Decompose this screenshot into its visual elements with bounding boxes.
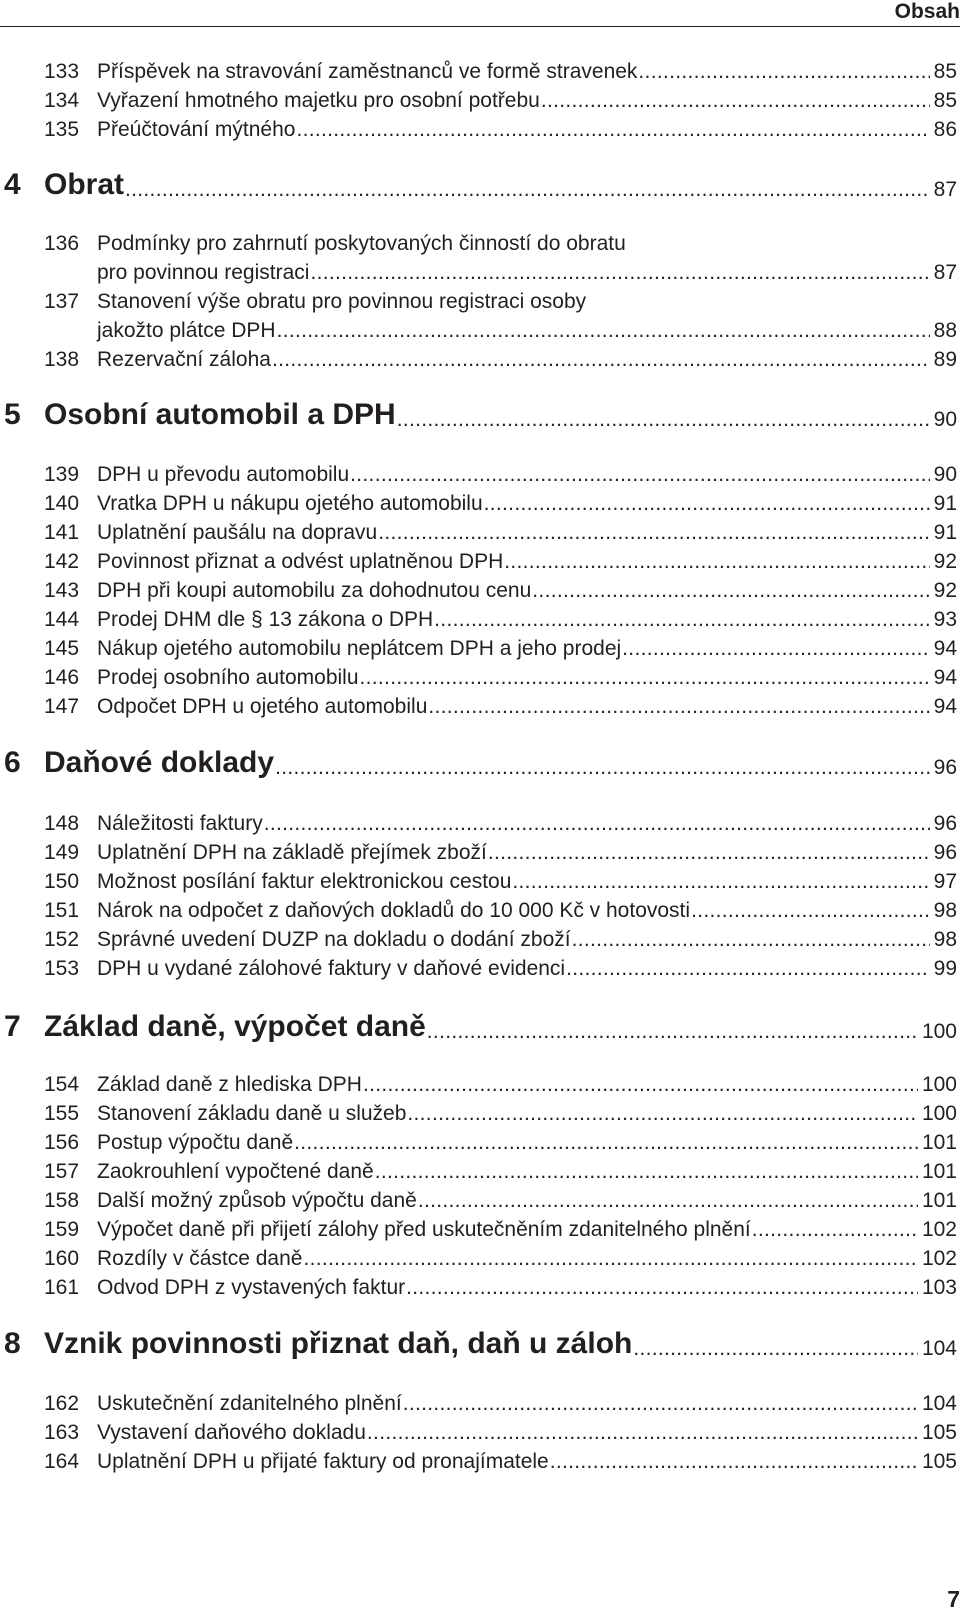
toc-entry[interactable]	[44, 1189, 957, 1213]
entry-title: DPH u vydané zálohové faktury v daňové evidenci	[97, 957, 566, 980]
dot-leader	[566, 960, 930, 981]
toc-entry[interactable]	[44, 463, 957, 487]
entry-page: 92	[933, 579, 957, 602]
entry-title: Vyřazení hmotného majetku pro osobní potřebu	[97, 89, 540, 112]
entry-number: 161	[44, 1276, 80, 1299]
entry-number: 149	[44, 841, 80, 864]
entry-title: DPH při koupi automobilu za dohodnutou cenu	[97, 579, 532, 602]
dot-leader	[484, 495, 930, 516]
dot-leader	[622, 640, 929, 661]
dot-leader	[407, 1105, 918, 1126]
chapter-page: 90	[933, 408, 957, 431]
chapter-title: Základ daně, výpočet daně	[44, 1010, 426, 1043]
chapter-number: 7	[4, 1010, 21, 1043]
entry-number: 156	[44, 1131, 80, 1154]
chapter-title: Daňové doklady	[44, 746, 275, 779]
dot-leader	[378, 524, 929, 545]
toc-entry[interactable]	[44, 579, 957, 603]
page-number: 7	[947, 1586, 960, 1612]
entry-number: 152	[44, 928, 80, 951]
entry-number: 158	[44, 1189, 80, 1212]
dot-leader	[418, 1192, 918, 1213]
entry-title: Vystavení daňového dokladu	[97, 1421, 366, 1444]
toc-entry[interactable]	[44, 89, 957, 113]
chapter-page: 104	[921, 1337, 957, 1360]
toc-entry[interactable]	[44, 957, 957, 981]
entry-page: 101	[921, 1160, 957, 1183]
toc-entry-first-line[interactable]	[44, 232, 957, 256]
dot-leader	[427, 1022, 918, 1044]
entry-page: 87	[933, 261, 957, 284]
toc-entry[interactable]	[44, 1276, 957, 1300]
dot-leader	[633, 1339, 918, 1361]
entry-number: 157	[44, 1160, 80, 1183]
chapter-number: 4	[4, 168, 21, 201]
entry-title: Přeúčtování mýtného	[97, 118, 296, 141]
entry-title: Nákup ojetého automobilu neplátcem DPH a jeho prodej	[97, 637, 622, 660]
dot-leader	[572, 931, 930, 952]
entry-title: Zaokrouhlení vypočtené daně	[97, 1160, 374, 1183]
dot-leader	[504, 553, 929, 574]
toc-entry[interactable]	[44, 899, 957, 923]
dot-leader	[125, 180, 930, 202]
toc-entry[interactable]	[44, 1160, 957, 1184]
chapter-title: Osobní automobil a DPH	[44, 398, 396, 431]
dot-leader	[350, 466, 929, 487]
entry-page: 85	[933, 89, 957, 112]
entry-number: 147	[44, 695, 80, 718]
entry-title: Uskutečnění zdanitelného plnění	[97, 1392, 402, 1415]
entry-title: Výpočet daně při přijetí zálohy před uskutečněním zdanitelného plnění	[97, 1218, 751, 1241]
entry-title: Stanovení základu daně u služeb	[97, 1102, 407, 1125]
entry-number: 143	[44, 579, 80, 602]
toc-entry[interactable]	[44, 1421, 957, 1445]
toc-entry[interactable]	[44, 928, 957, 952]
entry-title: Uplatnění DPH u přijaté faktury od pronajímatele	[97, 1450, 549, 1473]
toc-entry[interactable]	[44, 1073, 957, 1097]
dot-leader	[488, 844, 930, 865]
entry-number: 145	[44, 637, 80, 660]
chapter-page: 87	[933, 178, 957, 201]
entry-number: 148	[44, 812, 80, 835]
entry-title: jakožto plátce DPH	[97, 319, 276, 342]
chapter-page: 100	[921, 1020, 957, 1043]
chapter-number: 8	[4, 1327, 21, 1360]
chapter-title: Vznik povinnosti přiznat daň, daň u záloh	[44, 1327, 633, 1360]
entry-title: Postup výpočtu daně	[97, 1131, 294, 1154]
entry-number: 160	[44, 1247, 80, 1270]
entry-title: Možnost posílání faktur elektronickou cestou	[97, 870, 512, 893]
entry-page: 102	[921, 1247, 957, 1270]
entry-number: 163	[44, 1421, 80, 1444]
toc-entry[interactable]	[44, 1131, 957, 1155]
entry-page: 100	[921, 1073, 957, 1096]
entry-number: 164	[44, 1450, 80, 1473]
entry-number: 139	[44, 463, 80, 486]
dot-leader	[375, 1163, 918, 1184]
dot-leader	[403, 1395, 918, 1416]
toc-entry[interactable]	[44, 550, 957, 574]
dot-leader	[428, 698, 929, 719]
chapter-number: 5	[4, 398, 21, 431]
entry-number: 133	[44, 60, 80, 83]
toc-entry-second-line[interactable]	[44, 261, 957, 285]
toc-chapter[interactable]	[4, 1327, 957, 1361]
entry-title: Rozdíly v částce daně	[97, 1247, 303, 1270]
entry-page: 98	[933, 899, 957, 922]
dot-leader	[264, 815, 930, 836]
toc-chapter[interactable]	[4, 398, 957, 432]
entry-title: Náležitosti faktury	[97, 812, 263, 835]
entry-title: pro povinnou registraci	[97, 261, 310, 284]
dot-leader	[541, 92, 930, 113]
entry-number: 155	[44, 1102, 80, 1125]
entry-number: 137	[44, 290, 80, 313]
entry-page: 103	[921, 1276, 957, 1299]
dot-leader	[752, 1221, 918, 1242]
entry-title: Odpočet DPH u ojetého automobilu	[97, 695, 428, 718]
entry-title-line1: Podmínky pro zahrnutí poskytovaných činností do obratu	[97, 232, 626, 255]
entry-number: 142	[44, 550, 80, 573]
dot-leader	[296, 121, 929, 142]
toc-entry-second-line[interactable]	[44, 319, 957, 343]
entry-number: 146	[44, 666, 80, 689]
entry-number: 134	[44, 89, 80, 112]
entry-page: 101	[921, 1131, 957, 1154]
dot-leader	[397, 410, 930, 432]
entry-number: 135	[44, 118, 80, 141]
dot-leader	[277, 322, 930, 343]
toc-entry[interactable]	[44, 695, 957, 719]
toc-chapter[interactable]	[4, 168, 957, 202]
entry-page: 88	[933, 319, 957, 342]
entry-page: 91	[933, 492, 957, 515]
entry-title: Příspěvek na stravování zaměstnanců ve formě stravenek	[97, 60, 638, 83]
entry-title: Další možný způsob výpočtu daně	[97, 1189, 417, 1212]
entry-page: 86	[933, 118, 957, 141]
dot-leader	[310, 264, 929, 285]
entry-title: Prodej osobního automobilu	[97, 666, 359, 689]
toc-entry[interactable]	[44, 608, 957, 632]
entry-number: 141	[44, 521, 80, 544]
entry-title: Uplatnění DPH na základě přejímek zboží	[97, 841, 487, 864]
toc-entry[interactable]	[44, 1102, 957, 1126]
dot-leader	[406, 1279, 918, 1300]
entry-title: Prodej DHM dle § 13 zákona o DPH	[97, 608, 434, 631]
toc-entry[interactable]	[44, 666, 957, 690]
entry-page: 90	[933, 463, 957, 486]
toc-entry[interactable]	[44, 637, 957, 661]
entry-title: Vratka DPH u nákupu ojetého automobilu	[97, 492, 483, 515]
entry-number: 154	[44, 1073, 80, 1096]
entry-title: Uplatnění paušálu na dopravu	[97, 521, 378, 544]
toc-entry[interactable]	[44, 1247, 957, 1271]
dot-leader	[363, 1076, 918, 1097]
toc-entry[interactable]	[44, 870, 957, 894]
entry-page: 105	[921, 1421, 957, 1444]
entry-number: 162	[44, 1392, 80, 1415]
toc-entry[interactable]	[44, 1218, 957, 1242]
dot-leader	[434, 611, 929, 632]
entry-title: Odvod DPH z vystavených faktur	[97, 1276, 406, 1299]
dot-leader	[512, 873, 929, 894]
running-header: Obsah	[894, 0, 960, 23]
dot-leader	[691, 902, 930, 923]
toc-entry[interactable]	[44, 812, 957, 836]
toc-entry[interactable]	[44, 521, 957, 545]
toc-entry[interactable]	[44, 841, 957, 865]
entry-page: 94	[933, 666, 957, 689]
entry-page: 100	[921, 1102, 957, 1125]
entry-page: 97	[933, 870, 957, 893]
entry-number: 138	[44, 348, 80, 371]
entry-title-line1: Stanovení výše obratu pro povinnou registraci osoby	[97, 290, 587, 313]
entry-title: Povinnost přiznat a odvést uplatněnou DPH	[97, 550, 504, 573]
chapter-page: 96	[933, 756, 957, 779]
dot-leader	[550, 1453, 918, 1474]
entry-page: 98	[933, 928, 957, 951]
entry-number: 140	[44, 492, 80, 515]
entry-page: 89	[933, 348, 957, 371]
entry-page: 94	[933, 695, 957, 718]
entry-number: 153	[44, 957, 80, 980]
entry-page: 105	[921, 1450, 957, 1473]
dot-leader	[360, 669, 930, 690]
toc-entry[interactable]	[44, 1392, 957, 1416]
toc-entry[interactable]	[44, 492, 957, 516]
dot-leader	[275, 758, 930, 780]
entry-page: 101	[921, 1189, 957, 1212]
entry-title: Nárok na odpočet z daňových dokladů do 10 000 Kč v hotovosti	[97, 899, 691, 922]
entry-page: 91	[933, 521, 957, 544]
entry-page: 92	[933, 550, 957, 573]
entry-number: 144	[44, 608, 80, 631]
entry-number: 150	[44, 870, 80, 893]
dot-leader	[367, 1424, 918, 1445]
entry-number: 151	[44, 899, 80, 922]
dot-leader	[272, 351, 930, 372]
entry-page: 96	[933, 812, 957, 835]
toc-entry-first-line[interactable]	[44, 290, 957, 314]
entry-title: Správné uvedení DUZP na dokladu o dodání zboží	[97, 928, 571, 951]
toc-entry[interactable]	[44, 118, 957, 142]
chapter-title: Obrat	[44, 168, 125, 201]
entry-page: 94	[933, 637, 957, 660]
dot-leader	[638, 63, 929, 84]
toc-chapter[interactable]	[4, 1010, 957, 1044]
toc-entry[interactable]	[44, 1450, 957, 1474]
chapter-number: 6	[4, 746, 21, 779]
entry-page: 104	[921, 1392, 957, 1415]
toc-entry[interactable]	[44, 348, 957, 372]
entry-page: 85	[933, 60, 957, 83]
entry-page: 96	[933, 841, 957, 864]
toc-chapter[interactable]	[4, 746, 957, 780]
entry-number: 136	[44, 232, 80, 255]
entry-title: DPH u převodu automobilu	[97, 463, 350, 486]
entry-title: Rezervační záloha	[97, 348, 271, 371]
toc-entry[interactable]	[44, 60, 957, 84]
entry-page: 99	[933, 957, 957, 980]
dot-leader	[532, 582, 929, 603]
entry-page: 102	[921, 1218, 957, 1241]
dot-leader	[303, 1250, 918, 1271]
entry-page: 93	[933, 608, 957, 631]
entry-number: 159	[44, 1218, 80, 1241]
dot-leader	[294, 1134, 918, 1155]
entry-title: Základ daně z hlediska DPH	[97, 1073, 362, 1096]
